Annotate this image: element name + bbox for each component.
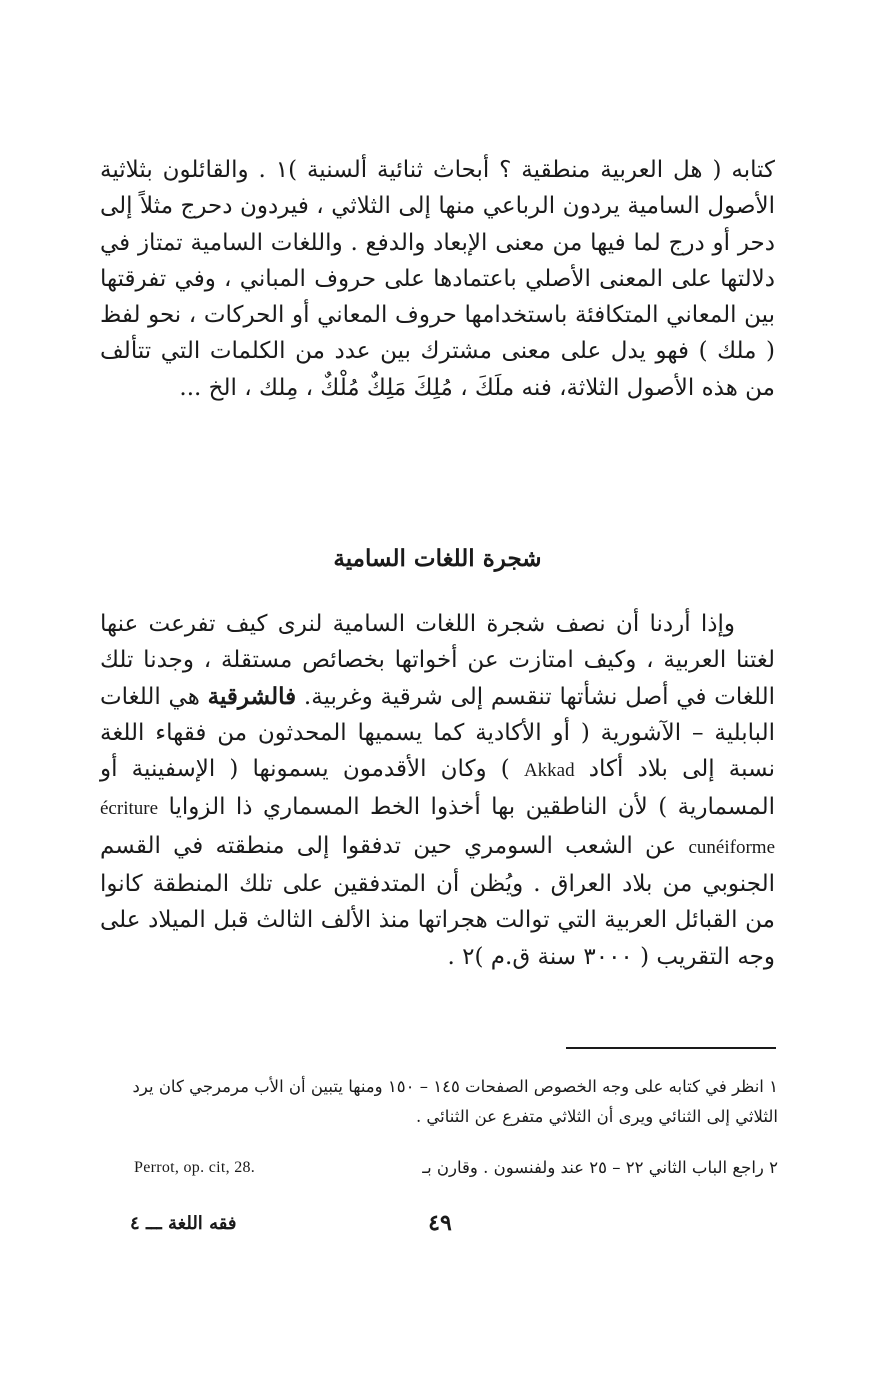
- paragraph-continued: كتابه ( هل العربية منطقية ؟ أبحاث ثنائية ألسنية )١ . والقائلون بثلاثية الأصول السامية يردون الرباعي منها إلى الثلاثي ، فيردون دحرج مثلاً إلى دحر أو درج لما فيها من معنى الإبعاد والدفع . واللغات السامية تمتاز في دلالتها على المعنى الأصلي باعتمادها على حروف المباني ، وفي تفرقتها بين المعاني المتكافئة باستخدامها حروف المعاني أو الحركات ، نحو لفظ ( ملك ) فهو يدل على معنى مشترك بين عدد من الكلمات التي تتألف من هذه الأصول الثلاثة، فنه ملَكَ ، مُلِكَ مَلِكٌ مُلْكٌ ، مِلك ، الخ ...: [100, 157, 775, 401]
- footnote-separator: [566, 1047, 776, 1049]
- section-heading: شجرة اللغات السامية: [333, 545, 542, 572]
- body-text-main: [100, 606, 775, 975]
- footnote-2-text: ٢ راجع الباب الثاني ٢٢ – ٢٥ عند ولفنسون . وقارن بـ: [422, 1158, 778, 1177]
- footnote-2-reference: Perrot, op. cit, 28.: [134, 1159, 256, 1176]
- footnote-2: [100, 1153, 778, 1183]
- signature-mark: فقه اللغة ـــ ٤: [130, 1213, 237, 1234]
- footnote-1: ١ انظر في كتابه على وجه الخصوص الصفحات ١٤٥ – ١٥٠ ومنها يتبين أن الأب مرمرجي كان يرد الثلاثي إلى الثنائي ويرى أن الثلاثي متفرع عن الثنائي .: [132, 1077, 778, 1126]
- paragraph-text: ) وكان الأقدمون يسمونها ( الإسفينية أو المسمارية ) لأن الناطقين بها أخذوا الخط المسماري ذا الزوايا: [100, 756, 775, 821]
- paragraph-text: هي اللغات البابلية – الآشورية ( أو الأكادية كما يسميها المحدثون من فقهاء اللغة نسبة إلى بلاد أكاد: [100, 683, 775, 783]
- paragraph-text: عن الشعب السومري حين تدفقوا إلى منطقته في القسم الجنوبي من بلاد العراق . ويُظن أن المتدفقين على تلك المنطقة كانوا من القبائل العربية التي توالت هجراتها منذ الألف الثالث قبل الميلاد على وجه التقريب ( ٣٠٠٠ سنة ق.م )٢ .: [100, 832, 775, 970]
- page-number: ٤٩: [428, 1210, 452, 1236]
- latin-term-cuneiform: écriture cunéiforme: [100, 798, 776, 858]
- body-text-top: [100, 152, 775, 406]
- latin-term-akkad: Akkad: [523, 760, 575, 782]
- bold-term: فالشرقية: [207, 682, 297, 710]
- paragraph-text: وإذا أردنا أن نصف شجرة اللغات السامية لنرى كيف تفرعت عنها لغتنا العربية ، وكيف امتازت عن أخواتها بخصائص مستقلة ، وجدنا تلك اللغات في أصل نشأتها تنقسم إلى شرقية وغربية.: [100, 611, 775, 710]
- paragraph-semitic-tree: [100, 606, 775, 975]
